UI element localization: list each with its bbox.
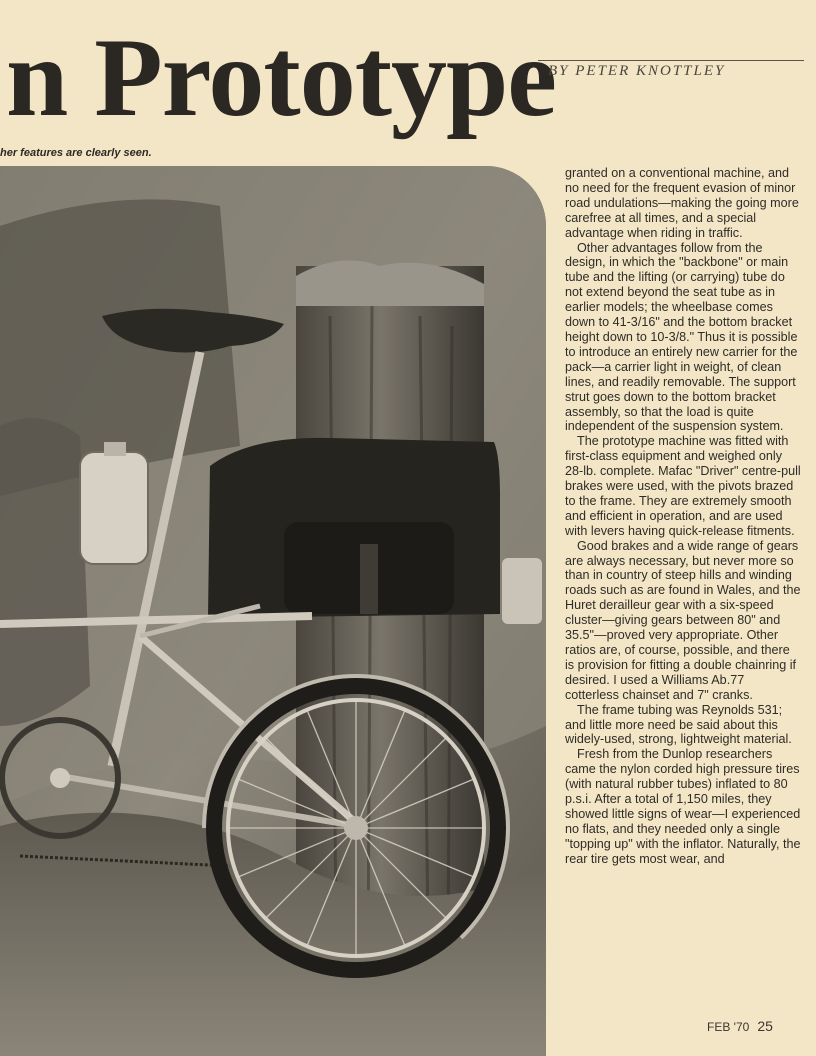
- article-paragraph-4: Good brakes and a wide range of gears are always necessary, but never more so than in country of steep hills and winding roads such as are found in Wales, and the Huret derailleur gear with a six-speed cluster—giving gears between 80" and 35.5"—proved very appropriate. Other ratios are, of course, possible, and there is provision for fitting a double chainring if desired. I used a Williams Ab.77 cotterless chainset and 7" cranks.: [565, 538, 801, 702]
- page-footer: [707, 1018, 773, 1034]
- issue-date: FEB '70: [707, 1020, 750, 1034]
- carrier-light: [502, 558, 542, 624]
- crank-center: [50, 768, 70, 788]
- photo-caption: her features are clearly seen.: [0, 147, 152, 159]
- byline: BY PETER KNOTTLEY: [548, 63, 726, 79]
- article-paragraph-1: granted on a conventional machine, and no need for the frequent evasion of minor road undulations—making the going more carefree at all times, and a special advantage when riding in traffic.: [565, 166, 799, 240]
- bicycle-photo: [0, 166, 546, 1056]
- bottle-cap: [104, 442, 126, 456]
- page-number: 25: [757, 1018, 773, 1034]
- headline: n Prototype: [6, 16, 556, 140]
- water-bottle: [80, 452, 148, 564]
- bag-strap: [360, 544, 378, 614]
- byline-rule: [538, 60, 804, 61]
- article-paragraph-5: The frame tubing was Reynolds 531; and little more need be said about this widely-used, strong, lightweight material.: [565, 702, 792, 747]
- rear-hub: [344, 816, 368, 840]
- article-paragraph-3: The prototype machine was fitted with first-class equipment and weighed only 28-lb. complete. Mafac "Driver" centre-pull brakes were used, with the pivots brazed to the frame. They are extremely smooth and efficient in operation, and are used with levers having quick-release fitments.: [565, 434, 801, 538]
- article-paragraph-2: Other advantages follow from the design, in which the "backbone" or main tube and the lifting (or carrying) tube do not extend beyond the seat tube as in earlier models; the wheelbase comes down to 41-3/16" and the bottom bracket height down to 10-3/8." Thus it is possible to introduce an entirely new carrier for the pack—a carrier light in weight, of clean lines, and readily removable. The support strut goes down to the bottom bracket assembly, so that the load is quite independent of the suspension system.: [565, 240, 798, 434]
- rock-wall: [0, 418, 90, 726]
- article-column: [565, 166, 801, 867]
- article-paragraph-6: Fresh from the Dunlop researchers came the nylon corded high pressure tires (with natural rubber tubes) inflated to 80 p.s.i. After a total of 1,150 miles, they showed little signs of wear—I experienced no flats, and they needed only a single "topping up" with the inflator. Naturally, the rear tire gets most wear, and: [565, 747, 801, 866]
